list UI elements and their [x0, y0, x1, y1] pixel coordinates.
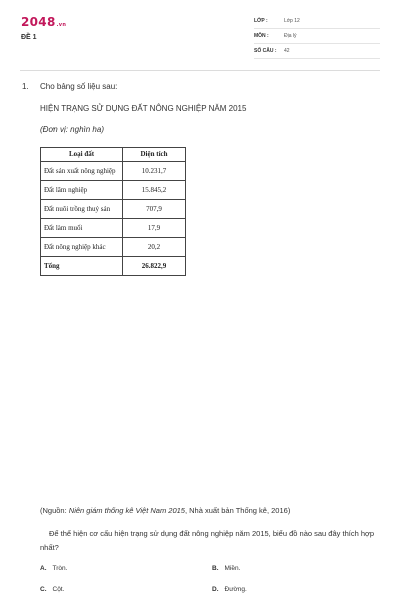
- land-type-cell: Đất nuôi trồng thuỷ sản: [41, 200, 123, 219]
- option-b[interactable]: [212, 565, 240, 572]
- header-divider: [20, 70, 380, 71]
- option-letter: B.: [212, 565, 219, 572]
- source-suffix: , Nhà xuất bản Thống kê, 2016): [184, 506, 291, 515]
- question-intro: Cho bảng số liệu sau:: [40, 82, 118, 91]
- option-letter: A.: [40, 565, 47, 572]
- option-c[interactable]: [40, 586, 64, 593]
- table-title: HIỆN TRẠNG SỬ DỤNG ĐẤT NÔNG NGHIỆP NĂM 2015: [40, 104, 247, 113]
- logo-text: 2048: [21, 15, 56, 29]
- column-header: Diện tích: [123, 148, 186, 162]
- logo-suffix: .vn: [56, 22, 67, 28]
- column-header: Loại đất: [41, 148, 123, 162]
- source-title: Niên giám thống kê Việt Nam 2015: [68, 506, 185, 515]
- meta-label: LỚP :: [254, 18, 268, 24]
- table-header-row: [41, 148, 186, 162]
- option-letter: C.: [40, 586, 47, 593]
- exam-code: ĐỀ 1: [21, 34, 37, 41]
- option-text: Đường.: [224, 586, 247, 593]
- option-text: Cột.: [52, 586, 65, 593]
- option-a[interactable]: [40, 565, 67, 572]
- total-value-cell: 26.822,9: [123, 257, 186, 276]
- question-number: 1.: [22, 82, 29, 91]
- area-cell: 20,2: [123, 238, 186, 257]
- table-total-row: [41, 257, 186, 276]
- table-row: [41, 200, 186, 219]
- question-prompt: Để thể hiện cơ cấu hiện trạng sử dụng đất nông nghiệp năm 2015, biểu đồ nào sau đây thích hợp nhất?: [40, 529, 375, 552]
- option-letter: D.: [212, 586, 219, 593]
- land-type-cell: Đất làm muối: [41, 219, 123, 238]
- meta-label: SỐ CÂU :: [254, 48, 277, 54]
- source-note: [40, 506, 290, 515]
- area-cell: 15.845,2: [123, 181, 186, 200]
- meta-value: Địa lý: [284, 33, 297, 39]
- area-cell: 17,9: [123, 219, 186, 238]
- meta-value: Lớp 12: [284, 18, 300, 24]
- table-row: [41, 162, 186, 181]
- data-table: [40, 147, 186, 276]
- option-text: Miền.: [224, 565, 241, 572]
- table-row: [41, 238, 186, 257]
- land-type-cell: Đất nông nghiệp khác: [41, 238, 123, 257]
- land-type-cell: Đất sản xuất nông nghiệp: [41, 162, 123, 181]
- table-row: [41, 219, 186, 238]
- area-cell: 707,9: [123, 200, 186, 219]
- table-unit: (Đơn vị: nghìn ha): [40, 125, 104, 134]
- land-type-cell: Đất lâm nghiệp: [41, 181, 123, 200]
- meta-row-subject: [254, 29, 380, 44]
- source-prefix: (Nguồn:: [40, 506, 69, 515]
- table-row: [41, 181, 186, 200]
- meta-row-class: [254, 14, 380, 29]
- option-d[interactable]: [212, 586, 247, 593]
- meta-value: 42: [284, 48, 290, 54]
- total-label-cell: Tổng: [41, 257, 123, 276]
- option-text: Tròn.: [52, 565, 68, 572]
- meta-row-count: [254, 44, 380, 59]
- area-cell: 10.231,7: [123, 162, 186, 181]
- meta-label: MÔN :: [254, 33, 269, 39]
- site-logo[interactable]: [21, 15, 66, 29]
